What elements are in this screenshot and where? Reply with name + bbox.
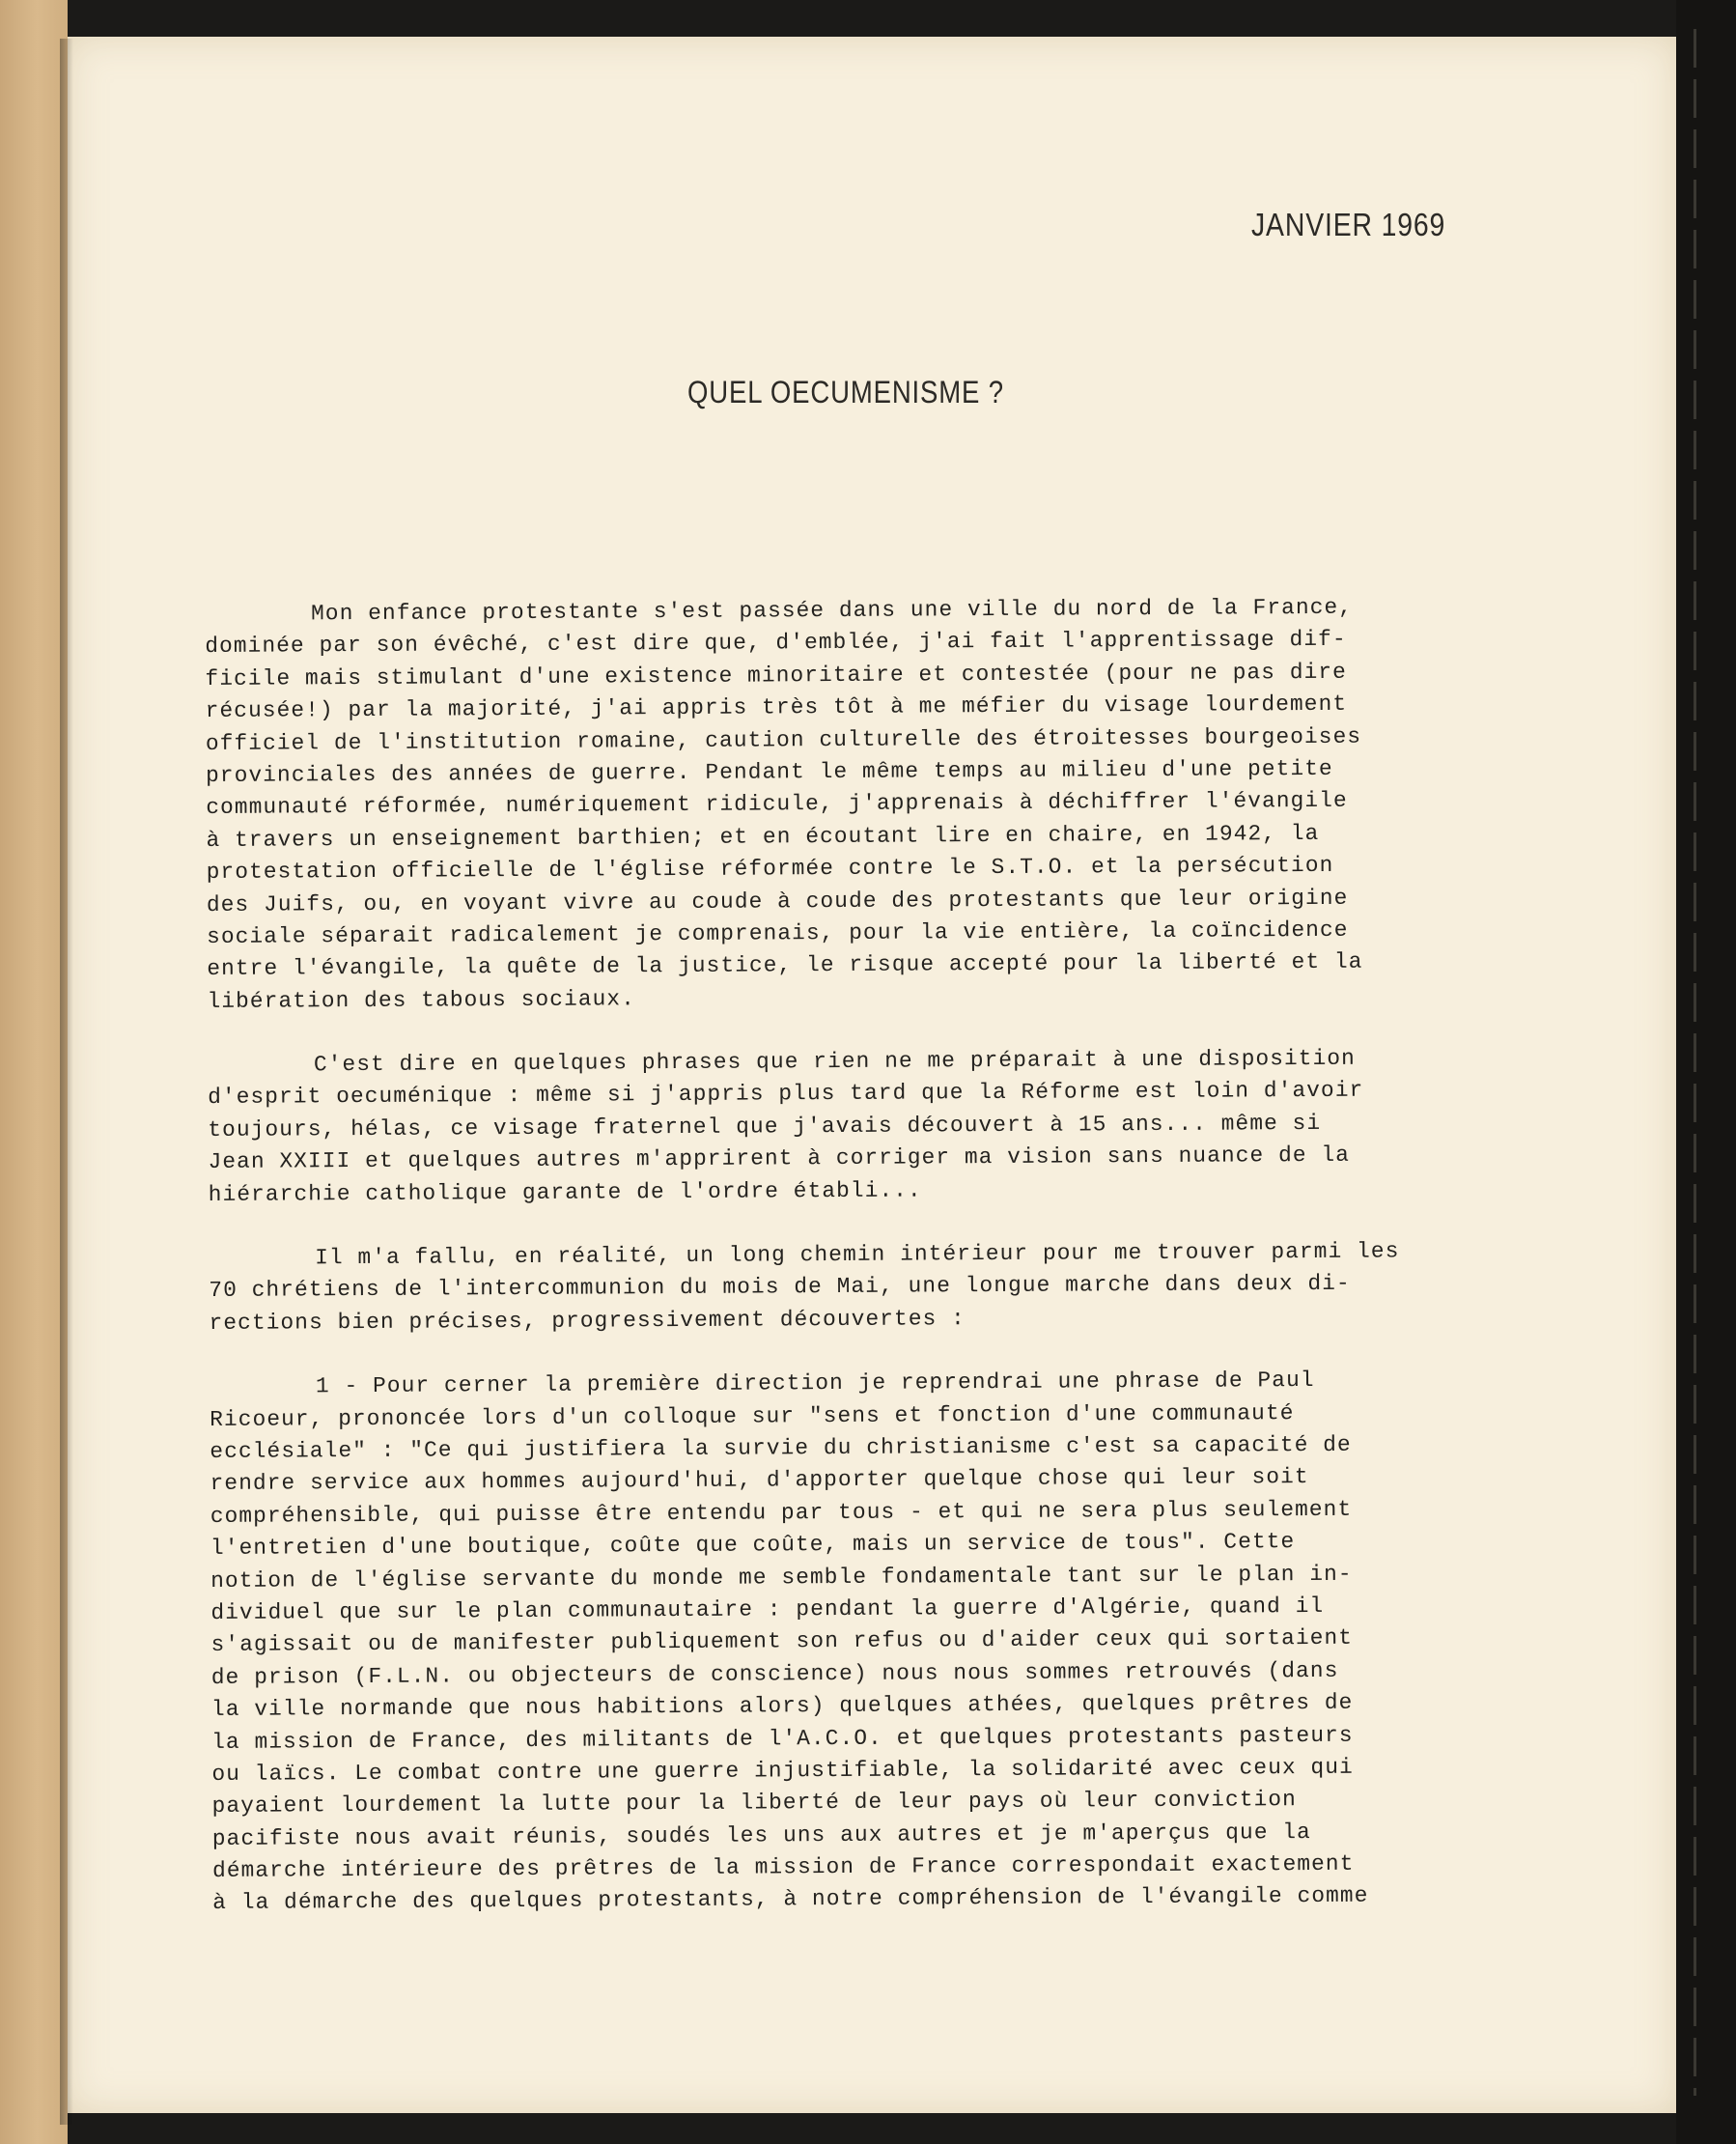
text-line: la ville normande que nous habitions alors) quelques athées, quelques prêtres de [210, 1689, 1354, 1723]
text-line: Ricoeur, prononcée lors d'un colloque sur "sens et fonction d'une communauté [210, 1399, 1295, 1432]
text-line: Mon enfance protestante s'est passée dans une ville du nord de la France, [311, 594, 1354, 627]
text-line: libération des tabous sociaux. [207, 985, 636, 1014]
text-line: récusée!) par la majorité, j'ai appris très tôt à me méfier du visage lourdement [205, 691, 1348, 724]
text-line: rections bien précises, progressivement découvertes : [209, 1306, 966, 1336]
back-cover-edge [0, 0, 68, 2144]
text-line: dominée par son évêché, c'est dire que, d'emblée, j'ai fait l'apprentissage dif- [205, 627, 1347, 660]
text-line: compréhensible, qui puisse être entendu par tous - et qui ne sera plus seulement [210, 1496, 1353, 1529]
text-line: rendre service aux hommes aujourd'hui, d'apporter quelque chose qui leur soit [210, 1464, 1309, 1497]
text-line: à travers un enseignement barthien; et en écoutant lire en chaire, en 1942, la [206, 820, 1320, 853]
text-line: notion de l'église servante du monde me semble fondamentale tant sur le plan in- [210, 1561, 1353, 1594]
text-line: provinciales des années de guerre. Pendant le même temps au milieu d'une petite [206, 755, 1333, 788]
text-line: hiérarchie catholique garante de l'ordre établi... [208, 1177, 922, 1207]
text-line: Jean XXIII et quelques autres m'apprirent à corriger ma vision sans nuance de la [208, 1143, 1351, 1175]
text-line: communauté réformée, numériquement ridicule, j'apprenais à déchiffrer l'évangile [206, 788, 1348, 821]
text-line: officiel de l'institution romaine, caution culturelle des étroitesses bourgeoises [205, 723, 1362, 756]
text-line: 1 - Pour cerner la première direction je reprendrai une phrase de Paul [315, 1368, 1315, 1399]
paragraph-first-direction [210, 1364, 1526, 1920]
text-line: 70 chrétiens de l'intercommunion du mois de Mai, une longue marche dans deux di- [209, 1271, 1351, 1304]
text-line: Il m'a fallu, en réalité, un long chemin intérieur pour me trouver parmi les [315, 1238, 1400, 1271]
text-line: dividuel que sur le plan communautaire : pendant la guerre d'Algérie, quand il [210, 1593, 1325, 1625]
text-line: l'entretien d'une boutique, coûte que coûte, mais un service de tous". Cette [210, 1529, 1296, 1562]
scanner-ruler [1694, 29, 1696, 2096]
document-body [205, 591, 1526, 1952]
text-line: à la démarche des quelques protestants, à notre compréhension de l'évangile comme [212, 1883, 1369, 1916]
paragraph-inner-path [209, 1235, 1523, 1340]
text-line: d'esprit oecuménique : même si j'appris plus tard que la Réforme est loin d'avoir [208, 1078, 1364, 1111]
text-line: des Juifs, ou, en voyant vivre au coude à coude des protestants que leur origine [206, 885, 1349, 917]
text-line: sociale séparait radicalement je comprenais, pour la vie entière, la coïncidence [207, 917, 1349, 949]
text-line: payaient lourdement la lutte pour la liberté de leur pays où leur conviction [211, 1787, 1298, 1820]
document-date: JANVIER 1969 [1251, 207, 1446, 242]
text-line: ecclésiale" : "Ce qui justifiera la survie du christianisme c'est sa capacité de [210, 1431, 1352, 1464]
text-line: protestation officielle de l'église réformée contre le S.T.O. et la persécution [206, 852, 1334, 886]
document-title: QUEL OECUMENISME ? [687, 375, 1004, 409]
text-line: toujours, hélas, ce visage fraternel que j'avais découvert à 15 ans... même si [208, 1110, 1322, 1143]
text-line: la mission de France, des militants de l'A.C.O. et quelques protestants pasteurs [211, 1722, 1354, 1755]
text-line: ou laïcs. Le combat contre une guerre injustifiable, la solidarité avec ceux qui [211, 1754, 1354, 1787]
paragraph-childhood [205, 591, 1521, 1018]
paragraph-oecumenical-disposition [208, 1042, 1522, 1211]
text-line: s'agissait ou de manifester publiquement son refus ou d'aider ceux qui sortaient [210, 1625, 1354, 1658]
text-line: démarche intérieure des prêtres de la mission de France correspondait exactement [211, 1850, 1355, 1884]
text-line: de prison (F.L.N. ou objecteurs de conscience) nous nous sommes retrouvés (dans [210, 1657, 1339, 1690]
text-line: ficile mais stimulant d'une existence minoritaire et contestée (pour ne pas dire [205, 659, 1348, 691]
text-line: pacifiste nous avait réunis, soudés les uns aux autres et je m'aperçus que la [211, 1819, 1311, 1851]
scanner-border [1676, 0, 1736, 2144]
binding-shadow [60, 39, 73, 2125]
text-line: C'est dire en quelques phrases que rien ne me préparait à une disposition [313, 1045, 1356, 1078]
text-line: entre l'évangile, la quête de la justice, le risque accepté pour la liberté et la [207, 948, 1363, 982]
